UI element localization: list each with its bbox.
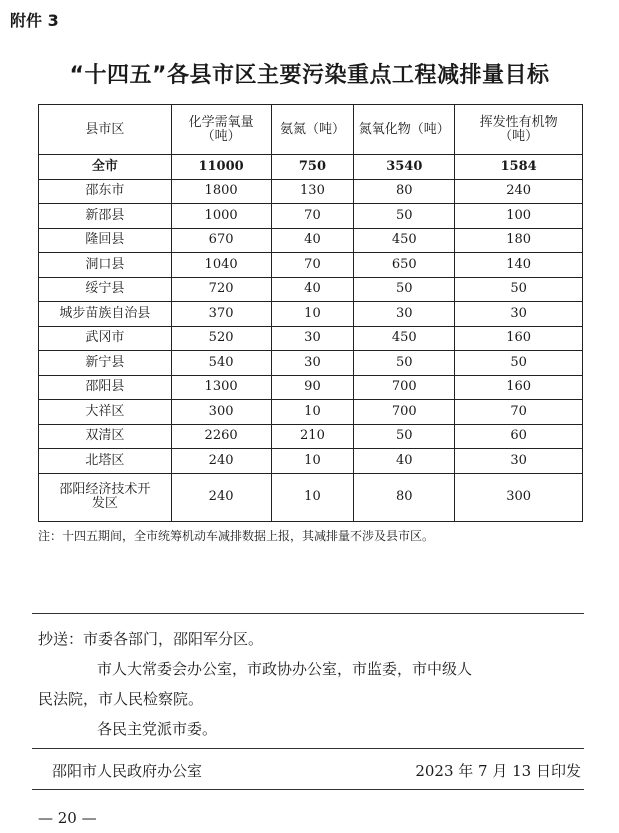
cell: 300 bbox=[171, 400, 271, 425]
cell: 50 bbox=[455, 351, 583, 376]
cell: 240 bbox=[171, 449, 271, 474]
table-row bbox=[39, 449, 583, 474]
table-row bbox=[39, 473, 583, 521]
table-note: 注：十四五期间，全市统筹机动车减排数据上报，其减排量不涉及县市区。 bbox=[38, 529, 435, 543]
cell: 750 bbox=[271, 155, 354, 180]
issue-date: 2023 年 7 月 13 日印发 bbox=[415, 762, 581, 780]
cell: 洞口县 bbox=[39, 253, 172, 278]
attachment-label: 附件 3 bbox=[10, 11, 59, 30]
cell: 130 bbox=[271, 179, 354, 204]
table-row bbox=[39, 277, 583, 302]
cell: 绥宁县 bbox=[39, 277, 172, 302]
table-row bbox=[39, 204, 583, 229]
cell: 邵阳经济技术开 发区 bbox=[39, 473, 172, 521]
cc-row-1 bbox=[38, 624, 583, 654]
cell: 160 bbox=[455, 375, 583, 400]
table-row bbox=[39, 424, 583, 449]
cell: 60 bbox=[455, 424, 583, 449]
cell: 1040 bbox=[171, 253, 271, 278]
emission-target-table bbox=[38, 104, 583, 522]
cell: 50 bbox=[455, 277, 583, 302]
cell: 30 bbox=[271, 326, 354, 351]
divider-top bbox=[32, 613, 584, 614]
cell: 1800 bbox=[171, 179, 271, 204]
cell: 10 bbox=[271, 473, 354, 521]
cell: 240 bbox=[455, 179, 583, 204]
cell: 40 bbox=[271, 277, 354, 302]
cell: 450 bbox=[354, 326, 455, 351]
cell: 50 bbox=[354, 424, 455, 449]
cell: 80 bbox=[354, 473, 455, 521]
cell: 30 bbox=[455, 302, 583, 327]
cell: 40 bbox=[354, 449, 455, 474]
cc-line-3: 民法院，市人民检察院。 bbox=[38, 690, 204, 708]
cc-line-2: 市人大常委会办公室，市政协办公室，市监委，市中级人 bbox=[97, 660, 473, 678]
cell: 80 bbox=[354, 179, 455, 204]
table-row bbox=[39, 351, 583, 376]
header-ammonia: 氨氮（吨） bbox=[271, 105, 354, 155]
table-row bbox=[39, 326, 583, 351]
cell: 11000 bbox=[171, 155, 271, 180]
cell: 180 bbox=[455, 228, 583, 253]
cc-block bbox=[38, 624, 583, 744]
cell: 新邵县 bbox=[39, 204, 172, 229]
divider-bottom bbox=[32, 789, 584, 790]
cell: 70 bbox=[455, 400, 583, 425]
cc-line-1: 市委各部门，邵阳军分区。 bbox=[83, 630, 264, 648]
page-number: — 20 — bbox=[38, 809, 97, 827]
cell: 新宁县 bbox=[39, 351, 172, 376]
cell: 邵阳县 bbox=[39, 375, 172, 400]
cell: 700 bbox=[354, 375, 455, 400]
cell: 3540 bbox=[354, 155, 455, 180]
cell: 370 bbox=[171, 302, 271, 327]
table-row bbox=[39, 253, 583, 278]
divider-middle bbox=[32, 748, 584, 749]
cell: 300 bbox=[455, 473, 583, 521]
cell: 10 bbox=[271, 400, 354, 425]
cell: 30 bbox=[455, 449, 583, 474]
cell: 670 bbox=[171, 228, 271, 253]
table-row bbox=[39, 302, 583, 327]
header-nox: 氮氧化物（吨） bbox=[354, 105, 455, 155]
cell: 10 bbox=[271, 302, 354, 327]
cell: 1584 bbox=[455, 155, 583, 180]
cell: 2260 bbox=[171, 424, 271, 449]
document-title: “十四五”各县市区主要污染重点工程减排量目标 bbox=[69, 63, 550, 88]
cell: 北塔区 bbox=[39, 449, 172, 474]
cell: 650 bbox=[354, 253, 455, 278]
cell: 70 bbox=[271, 204, 354, 229]
cell: 50 bbox=[354, 351, 455, 376]
cell: 隆回县 bbox=[39, 228, 172, 253]
table-row-total bbox=[39, 155, 583, 180]
cell: 大祥区 bbox=[39, 400, 172, 425]
cell: 全市 bbox=[39, 155, 172, 180]
header-cod: 化学需氧量 （吨） bbox=[171, 105, 271, 155]
cell: 邵东市 bbox=[39, 179, 172, 204]
cell: 70 bbox=[271, 253, 354, 278]
cell: 140 bbox=[455, 253, 583, 278]
cell: 210 bbox=[271, 424, 354, 449]
table-row bbox=[39, 375, 583, 400]
cell: 240 bbox=[171, 473, 271, 521]
table-row bbox=[39, 179, 583, 204]
header-voc: 挥发性有机物 （吨） bbox=[455, 105, 583, 155]
cell: 50 bbox=[354, 277, 455, 302]
cell: 城步苗族自治县 bbox=[39, 302, 172, 327]
table-row bbox=[39, 228, 583, 253]
cell: 40 bbox=[271, 228, 354, 253]
header-county: 县市区 bbox=[39, 105, 172, 155]
cell: 160 bbox=[455, 326, 583, 351]
cell: 90 bbox=[271, 375, 354, 400]
cell: 720 bbox=[171, 277, 271, 302]
cell: 武冈市 bbox=[39, 326, 172, 351]
cell: 50 bbox=[354, 204, 455, 229]
cell: 10 bbox=[271, 449, 354, 474]
cell: 700 bbox=[354, 400, 455, 425]
cell: 30 bbox=[271, 351, 354, 376]
cell: 450 bbox=[354, 228, 455, 253]
issuer: 邵阳市人民政府办公室 bbox=[52, 762, 203, 780]
cell: 1300 bbox=[171, 375, 271, 400]
table-row bbox=[39, 400, 583, 425]
cell: 100 bbox=[455, 204, 583, 229]
table-header-row bbox=[39, 105, 583, 155]
cell: 30 bbox=[354, 302, 455, 327]
cc-label: 抄送： bbox=[38, 630, 84, 648]
cell: 双清区 bbox=[39, 424, 172, 449]
cc-line-4: 各民主党派市委。 bbox=[97, 720, 218, 738]
cell: 1000 bbox=[171, 204, 271, 229]
cell: 520 bbox=[171, 326, 271, 351]
cell: 540 bbox=[171, 351, 271, 376]
